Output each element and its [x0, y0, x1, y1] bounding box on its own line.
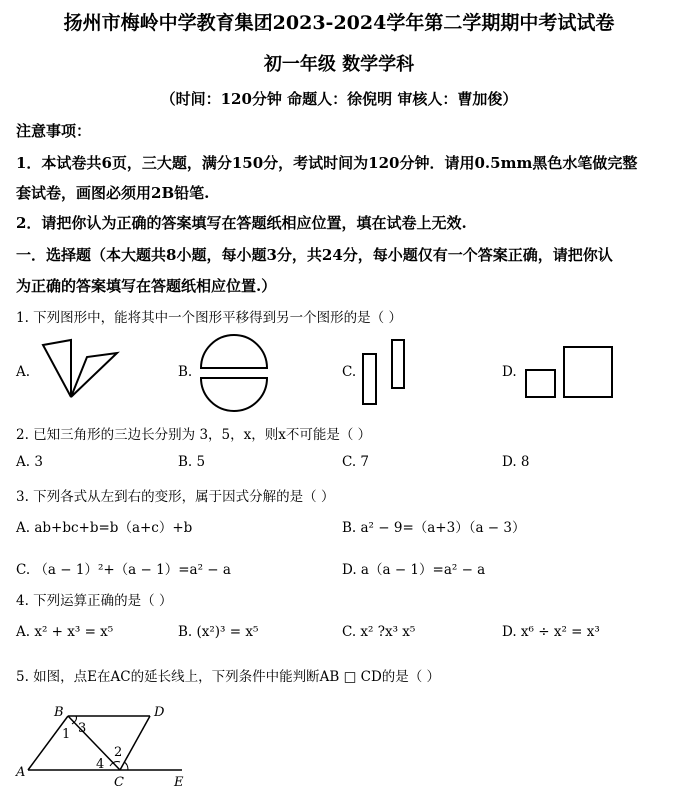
section-1-line-1: 一．选择题（本大题共8小题，每小题3分，共24分，每小题仅有一个答案正确，请把你认 [16, 246, 613, 264]
question-3-stem: 3. 下列各式从左到右的变形，属于因式分解的是（ ） [16, 489, 335, 505]
angle-label-2: 2 [114, 745, 123, 760]
exam-meta: （时间：120分钟 命题人：徐倪明 审核人：曹加俊） [160, 90, 518, 108]
angle-label-3: 3 [78, 721, 87, 736]
question-4-stem: 4. 下列运算正确的是（ ） [16, 593, 173, 609]
q4-option-b: B. (x²)³ = x⁵ [178, 624, 259, 640]
question-1-stem: 1. 下列图形中，能将其中一个图形平移得到另一个图形的是（ ） [16, 310, 402, 326]
q3-option-b: B. a² − 9=（a+3）（a − 3） [342, 520, 526, 536]
note-1-line-2: 套试卷，画图必须用2B铅笔. [16, 184, 210, 202]
q3-option-a: A. ab+bc+b=b（a+c）+b [16, 520, 193, 536]
label-a: A [16, 765, 26, 780]
q2-option-c: C. 7 [342, 454, 370, 470]
q1-figure-b [196, 338, 276, 408]
section-1-line-2: 为正确的答案填写在答题纸相应位置.） [16, 277, 277, 295]
label-e: E [174, 775, 184, 790]
q4-option-c: C. x² ?x³ x⁵ [342, 624, 416, 640]
note-2: 2．请把你认为正确的答案填写在答题纸相应位置，填在试卷上无效. [16, 214, 467, 232]
q2-option-d: D. 8 [502, 454, 530, 470]
q5-geometry-figure [10, 704, 210, 794]
q1-option-d-label: D. [502, 364, 517, 380]
q1-figure-c [358, 334, 408, 414]
notes-heading: 注意事项： [16, 122, 92, 140]
angle-label-4: 4 [96, 757, 105, 772]
angle-label-1: 1 [62, 727, 71, 742]
q2-option-a: A. 3 [16, 454, 43, 470]
q1-option-b-label: B. [178, 364, 193, 380]
q2-option-b: B. 5 [178, 454, 206, 470]
label-c: C [114, 775, 124, 790]
label-b: B [54, 705, 64, 720]
grade-subject: 初一年级 数学学科 [263, 54, 415, 75]
q1-option-c-label: C. [342, 364, 357, 380]
q4-option-d: D. x⁶ ÷ x² = x³ [502, 624, 600, 640]
q3-option-c: C. （a − 1）²+（a − 1）=a² − a [16, 562, 231, 578]
q3-option-d: D. a（a − 1）=a² − a [342, 562, 486, 578]
note-1-line-1: 1．本试卷共6页，三大题，满分150分，考试时间为120分钟．请用0.5mm黑色水笔做完整 [16, 154, 638, 172]
label-d: D [154, 705, 165, 720]
question-5-stem: 5. 如图，点E在AC的延长线上，下列条件中能判断AB □ CD的是（ ） [16, 669, 441, 685]
q4-option-a: A. x² + x³ = x⁵ [16, 624, 114, 640]
q1-figure-d [520, 342, 620, 402]
exam-title: 扬州市梅岭中学教育集团2023-2024学年第二学期期中考试试卷 [63, 12, 615, 34]
q1-figure-a [35, 335, 125, 405]
q1-option-a-label: A. [16, 364, 31, 380]
question-2-stem: 2. 已知三角形的三边长分别为 3，5，x，则x不可能是（ ） [16, 427, 372, 443]
